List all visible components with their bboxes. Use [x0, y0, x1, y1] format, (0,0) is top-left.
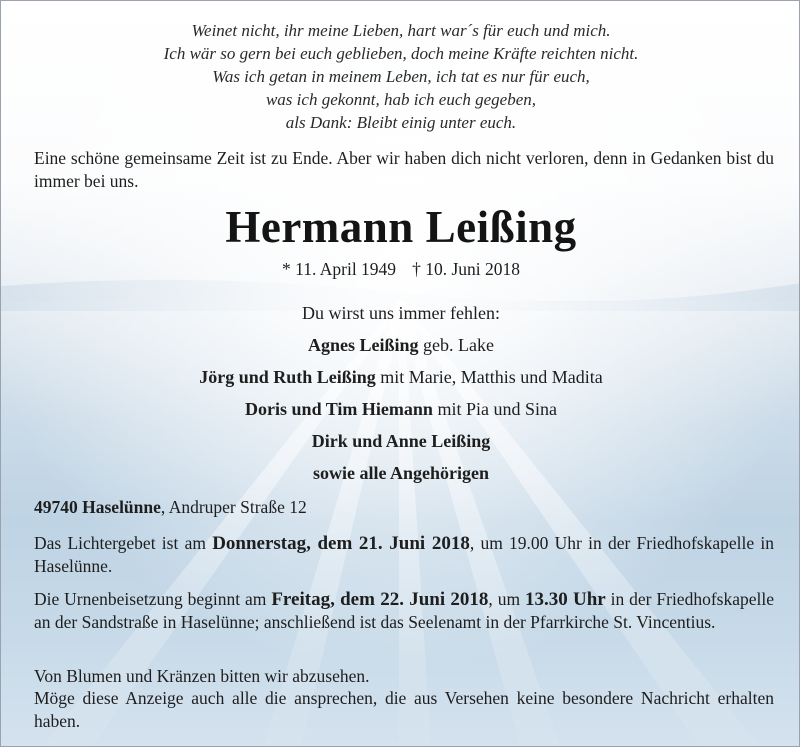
prayer-pre: Das Lichtergebet ist am [34, 533, 213, 553]
mourners-lead: Du wirst uns immer fehlen: [302, 303, 500, 323]
prayer-info [34, 532, 774, 578]
birth-date: * 11. April 1949 [281, 259, 397, 279]
life-dates [1, 259, 800, 280]
mourner-entry [1, 334, 800, 366]
burial-info [34, 588, 774, 634]
address-city: 49740 Haselünne [34, 497, 161, 517]
mourners-list [1, 302, 800, 494]
burial-pre: Die Urnenbeisetzung beginnt am [34, 589, 272, 609]
mourner-detail: mit Pia und Sina [432, 399, 557, 419]
death-date: † 10. Juni 2018 [412, 259, 520, 279]
mourner-detail: mit Marie, Matthis und Madita [375, 367, 603, 387]
mourner-name: Dirk und Anne Leißing [311, 431, 491, 451]
burial-date: Freitag, dem 22. Juni 2018 [271, 589, 489, 610]
flowers-note: Von Blumen und Kränzen bitten wir abzusehen. [34, 666, 370, 686]
mourner-name: Doris und Tim Hiemann [245, 399, 433, 419]
closing-note: Möge diese Anzeige auch alle die ansprechen, die aus Versehen keine besondere Nachricht erhalten haben. [34, 688, 774, 731]
poem-line: Was ich getan in meinem Leben, ich tat es nur für euch, [212, 67, 590, 86]
mourner-entry [1, 366, 800, 398]
mourner-entry [1, 462, 800, 494]
mourner-entry [1, 398, 800, 430]
prayer-post: , um 19.00 Uhr in der Friedhofskapelle in Haselünne. [34, 533, 774, 576]
intro-text: Eine schöne gemeinsame Zeit ist zu Ende. Aber wir haben dich nicht verloren, denn in Gedanken bist du immer bei uns. [34, 148, 774, 191]
address-street: , Andruper Straße 12 [160, 497, 307, 517]
burial-mid: , um [488, 589, 525, 609]
mourner-detail: geb. Lake [418, 335, 494, 355]
mourner-name: sowie alle Angehörigen [313, 463, 489, 483]
burial-time: 13.30 Uhr [524, 589, 606, 610]
mourner-name: Jörg und Ruth Leißing [199, 367, 376, 387]
burial-post: in der Friedhofskapelle an der Sandstraße in Haselünne; anschließend ist das Seelenamt in der Pfarrkirche St. Vincentius. [34, 589, 774, 632]
poem-line: als Dank: Bleibt einig unter euch. [285, 113, 517, 132]
address [34, 497, 307, 518]
poem-line: Weinet nicht, ihr meine Lieben, hart war´s für euch und mich. [191, 21, 611, 40]
poem-line: was ich gekonnt, hab ich euch gegeben, [265, 90, 537, 109]
mourner-name: Agnes Leißing [308, 335, 419, 355]
poem [1, 19, 800, 134]
mourner-entry [1, 430, 800, 462]
prayer-date: Donnerstag, dem 21. Juni 2018 [212, 533, 470, 554]
poem-line: Ich wär so gern bei euch geblieben, doch meine Kräfte reichten nicht. [163, 44, 639, 63]
deceased-name: Hermann Leißing [225, 202, 577, 252]
